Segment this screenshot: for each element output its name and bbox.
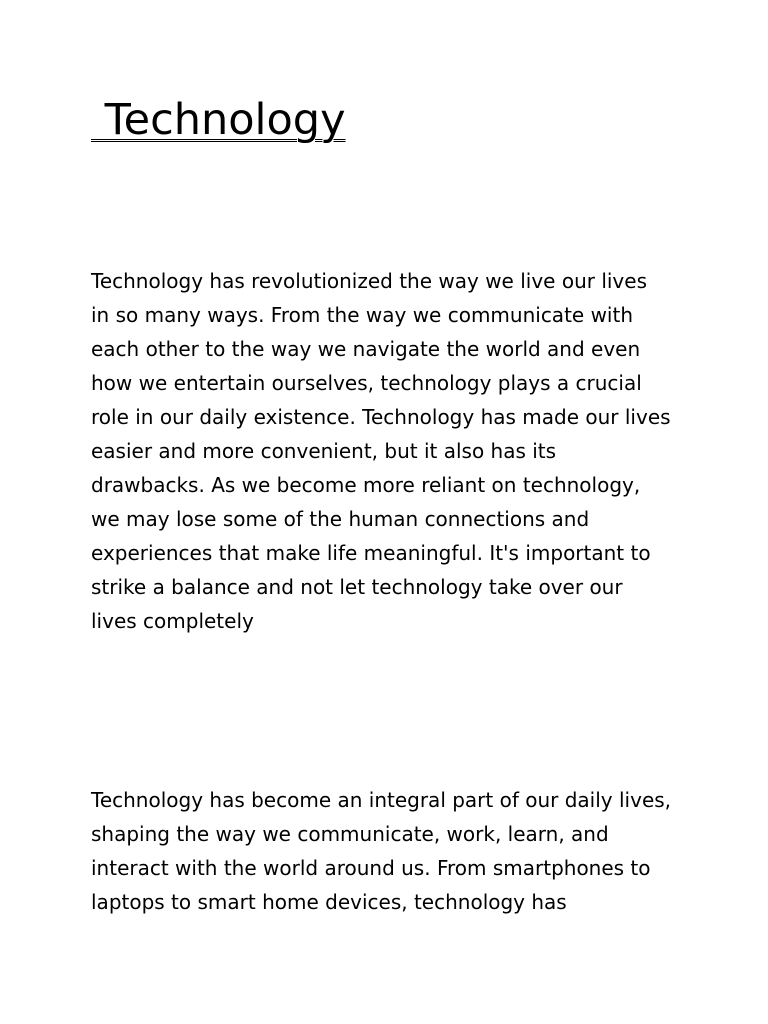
paragraph-line: shaping the way we communicate, work, learn, and [91,822,609,846]
paragraph-2 [91,783,691,919]
paragraph-1 [91,264,691,638]
paragraph-line: easier and more convenient, but it also has its [91,439,557,463]
paragraph-line: laptops to smart home devices, technology has [91,890,567,914]
document-title: Technology [91,95,346,145]
paragraph-line: lives completely [91,609,254,633]
paragraph-line: interact with the world around us. From smartphones to [91,856,651,880]
paragraph-line: we may lose some of the human connections and [91,507,590,531]
paragraph-line: how we entertain ourselves, technology plays a crucial [91,371,642,395]
paragraph-line: Technology has become an integral part of our daily lives, [91,788,672,812]
paragraph-line: drawbacks. As we become more reliant on technology, [91,473,641,497]
paragraph-line: role in our daily existence. Technology has made our lives [91,405,671,429]
paragraph-line: each other to the way we navigate the world and even [91,337,641,361]
paragraph-line: in so many ways. From the way we communicate with [91,303,634,327]
paragraph-line: Technology has revolutionized the way we live our lives [91,269,647,293]
paragraph-line: experiences that make life meaningful. It's important to [91,541,651,565]
paragraph-line: strike a balance and not let technology take over our [91,575,623,599]
